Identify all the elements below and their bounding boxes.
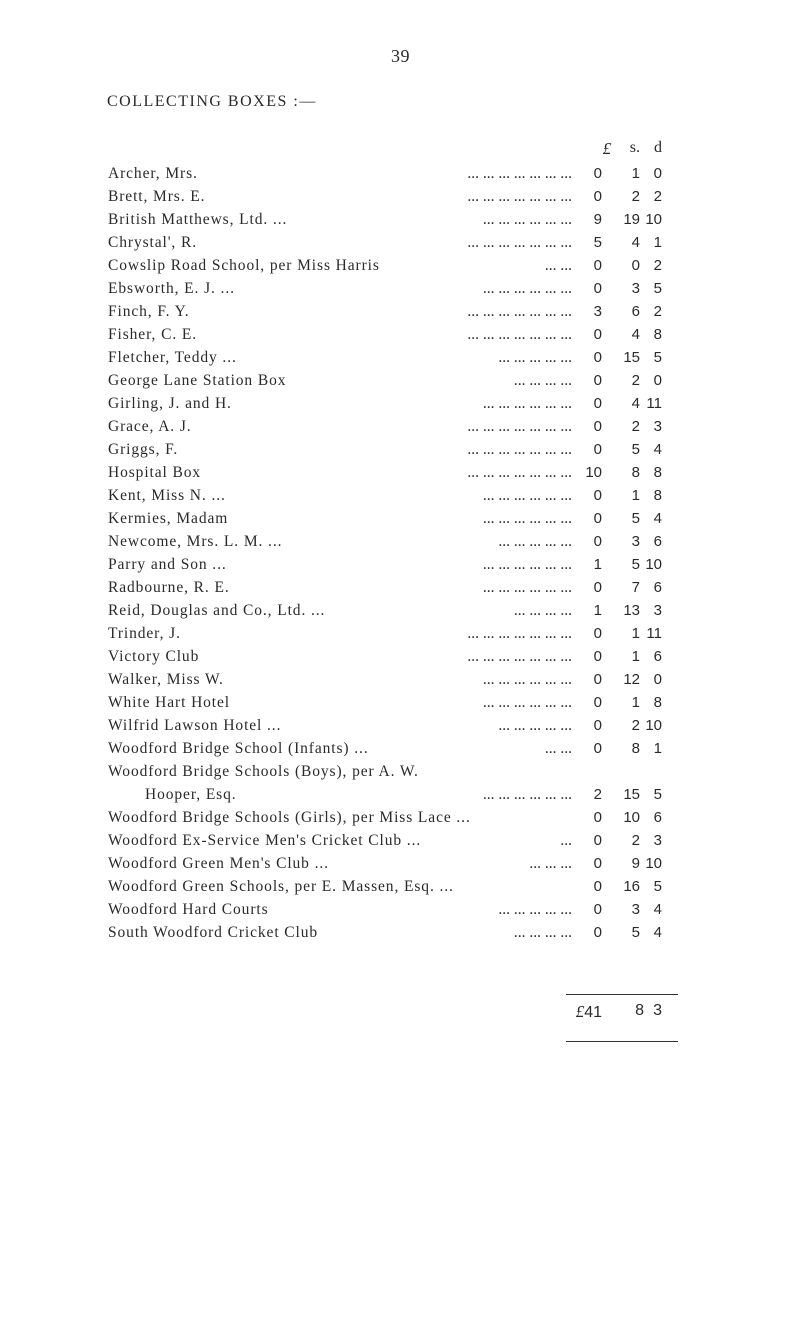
list-item	[0, 533, 801, 555]
total-pounds-value: 41	[584, 1004, 602, 1021]
entry-name: Ebsworth, E. J. ...	[108, 280, 235, 297]
entry-name: Girling, J. and H.	[108, 395, 232, 412]
list-item	[0, 602, 801, 624]
leader-dots: ... ... ... ... ...	[498, 717, 572, 734]
entry-pence: 3	[653, 832, 662, 849]
entry-pence: 8	[653, 694, 662, 711]
list-item	[0, 556, 801, 578]
entry-name: Fisher, C. E.	[108, 326, 198, 343]
list-item	[0, 188, 801, 210]
list-item	[0, 441, 801, 463]
entry-shillings: 2	[631, 418, 640, 435]
total-rule-top	[566, 994, 678, 995]
entry-name: Brett, Mrs. E.	[108, 188, 206, 205]
page-number: 39	[391, 46, 410, 66]
entry-pounds: 0	[593, 165, 602, 182]
list-item	[0, 740, 801, 762]
entry-name: Newcome, Mrs. L. M. ...	[108, 533, 283, 550]
entry-pence: 2	[653, 188, 662, 205]
total-rule-bottom	[566, 1041, 678, 1042]
entry-pounds: 0	[593, 510, 602, 527]
list-item	[0, 487, 801, 509]
entry-pence: 5	[653, 878, 662, 895]
entry-pence: 1	[653, 234, 662, 251]
entry-name: Chrystal', R.	[108, 234, 197, 251]
entry-pounds: 0	[593, 671, 602, 688]
entry-name: Woodford Hard Courts	[108, 901, 269, 918]
entry-pounds: 5	[593, 234, 602, 251]
entry-name: George Lane Station Box	[108, 372, 287, 389]
entry-name: Hospital Box	[108, 464, 202, 481]
entry-pence: 8	[653, 326, 662, 343]
leader-dots: ... ... ... ... ... ... ...	[467, 418, 572, 435]
entry-name: Griggs, F.	[108, 441, 179, 458]
total-pence: 3	[653, 1002, 662, 1019]
entry-pence: 0	[653, 671, 662, 688]
column-header-shillings: s.	[629, 139, 640, 156]
leader-dots: ... ... ...	[529, 855, 572, 872]
entry-pence: 4	[653, 441, 662, 458]
entry-name: Victory Club	[108, 648, 200, 665]
column-header-pence: d	[654, 139, 662, 156]
entry-pence: 6	[653, 579, 662, 596]
leader-dots: ... ... ... ...	[513, 924, 572, 941]
entry-pounds: 0	[593, 924, 602, 941]
entry-pence: 11	[646, 625, 662, 642]
leader-dots: ... ... ... ... ... ...	[482, 280, 572, 297]
entry-name: Hooper, Esq.	[145, 786, 237, 803]
entry-pence: 2	[653, 257, 662, 274]
leader-dots: ... ... ... ... ... ... ...	[467, 625, 572, 642]
entry-name: British Matthews, Ltd. ...	[108, 211, 288, 228]
entry-name: Radbourne, R. E.	[108, 579, 230, 596]
entry-shillings: 10	[623, 809, 640, 826]
entry-shillings: 16	[623, 878, 640, 895]
entry-pence: 6	[653, 809, 662, 826]
entry-pounds: 0	[593, 372, 602, 389]
entry-name: South Woodford Cricket Club	[108, 924, 319, 941]
leader-dots: ... ... ... ... ... ...	[482, 579, 572, 596]
leader-dots: ... ... ... ... ... ... ...	[467, 648, 572, 665]
list-item	[0, 855, 801, 877]
list-item	[0, 717, 801, 739]
entry-name: Walker, Miss W.	[108, 671, 224, 688]
entry-pence: 10	[645, 211, 662, 228]
entry-shillings: 5	[631, 924, 640, 941]
list-item	[0, 809, 801, 831]
list-item	[0, 878, 801, 900]
entry-name: Kermies, Madam	[108, 510, 229, 527]
entry-pence: 10	[645, 556, 662, 573]
entry-shillings: 13	[623, 602, 640, 619]
entry-shillings: 4	[631, 326, 640, 343]
entry-pounds: 10	[585, 464, 602, 481]
list-item	[0, 671, 801, 693]
entry-name: Cowslip Road School, per Miss Harris	[108, 257, 380, 274]
list-item	[0, 280, 801, 302]
entry-shillings: 1	[631, 694, 640, 711]
entry-name: White Hart Hotel	[108, 694, 230, 711]
list-item	[0, 786, 801, 808]
entry-pounds: 0	[593, 349, 602, 366]
list-item	[0, 211, 801, 233]
leader-dots: ... ... ... ... ... ... ...	[467, 464, 572, 481]
entry-pence: 5	[653, 280, 662, 297]
entry-shillings: 15	[623, 349, 640, 366]
entry-pounds: 0	[593, 418, 602, 435]
entry-pence: 10	[645, 717, 662, 734]
entry-pence: 5	[653, 786, 662, 803]
entry-pounds: 0	[593, 533, 602, 550]
entry-pounds: 0	[593, 855, 602, 872]
leader-dots: ... ... ... ... ... ...	[482, 211, 572, 228]
total-shillings: 8	[635, 1002, 644, 1019]
entry-shillings: 5	[631, 556, 640, 573]
list-item	[0, 418, 801, 440]
entry-pounds: 0	[593, 487, 602, 504]
list-item	[0, 924, 801, 946]
entry-name: Finch, F. Y.	[108, 303, 190, 320]
entry-pounds: 0	[593, 832, 602, 849]
entry-pence: 0	[653, 165, 662, 182]
entry-shillings: 5	[631, 441, 640, 458]
entry-pounds: 3	[593, 303, 602, 320]
list-item	[0, 303, 801, 325]
entry-name: Woodford Bridge School (Infants) ...	[108, 740, 369, 757]
list-item	[0, 832, 801, 854]
entry-shillings: 15	[623, 786, 640, 803]
entry-name: Woodford Ex-Service Men's Cricket Club ...	[108, 832, 422, 849]
entry-pounds: 0	[593, 188, 602, 205]
list-item	[0, 510, 801, 532]
entry-shillings: 8	[631, 464, 640, 481]
entry-pence: 8	[653, 464, 662, 481]
entry-shillings: 3	[631, 901, 640, 918]
entry-pounds: 0	[593, 740, 602, 757]
entry-shillings: 6	[631, 303, 640, 320]
entry-pounds: 0	[593, 395, 602, 412]
entry-name: Trinder, J.	[108, 625, 181, 642]
list-item	[0, 901, 801, 923]
entry-shillings: 4	[631, 234, 640, 251]
leader-dots: ... ... ... ... ... ...	[482, 510, 572, 527]
entry-pence: 8	[653, 487, 662, 504]
entry-shillings: 3	[631, 533, 640, 550]
entry-pounds: 0	[593, 579, 602, 596]
leader-dots: ... ... ... ... ...	[498, 533, 572, 550]
list-item	[0, 464, 801, 486]
leader-dots: ... ... ... ... ... ... ...	[467, 303, 572, 320]
entry-shillings: 0	[631, 257, 640, 274]
section-heading: COLLECTING BOXES :—	[107, 93, 317, 110]
leader-dots: ... ... ... ...	[513, 372, 572, 389]
leader-dots: ... ... ... ... ... ... ...	[467, 165, 572, 182]
entry-pence: 5	[653, 349, 662, 366]
entry-pounds: 1	[593, 602, 602, 619]
entry-pounds: 0	[593, 694, 602, 711]
entry-shillings: 2	[631, 717, 640, 734]
entry-pence: 4	[653, 924, 662, 941]
list-item	[0, 349, 801, 371]
leader-dots: ... ... ... ... ... ... ...	[467, 441, 572, 458]
list-item	[0, 165, 801, 187]
entry-name: Woodford Bridge Schools (Girls), per Miss Lace ...	[108, 809, 471, 826]
entry-shillings: 1	[631, 165, 640, 182]
entry-pounds: 0	[593, 809, 602, 826]
list-item	[0, 648, 801, 670]
entry-shillings: 1	[631, 487, 640, 504]
entry-name: Parry and Son ...	[108, 556, 227, 573]
entry-name: Kent, Miss N. ...	[108, 487, 226, 504]
entry-pence: 11	[646, 395, 662, 412]
entry-pence: 1	[653, 740, 662, 757]
entry-shillings: 7	[631, 579, 640, 596]
entry-pence: 3	[653, 418, 662, 435]
entry-shillings: 12	[623, 671, 640, 688]
entry-shillings: 5	[631, 510, 640, 527]
entry-pounds: 2	[593, 786, 602, 803]
entry-pounds: 1	[593, 556, 602, 573]
entry-pence: 4	[653, 901, 662, 918]
leader-dots: ...	[560, 832, 572, 849]
leader-dots: ... ... ... ... ... ...	[482, 487, 572, 504]
list-item	[0, 234, 801, 256]
list-item	[0, 372, 801, 394]
entry-pence: 0	[653, 372, 662, 389]
entry-name: Reid, Douglas and Co., Ltd. ...	[108, 602, 326, 619]
column-header-pounds: £	[602, 139, 612, 158]
entry-pence: 10	[645, 855, 662, 872]
leader-dots: ... ... ... ... ... ...	[482, 671, 572, 688]
list-item	[0, 326, 801, 348]
entry-shillings: 2	[631, 372, 640, 389]
entry-name: Archer, Mrs.	[108, 165, 198, 182]
entry-name: Fletcher, Teddy ...	[108, 349, 237, 366]
leader-dots: ... ... ... ... ... ... ...	[467, 234, 572, 251]
entry-pounds: 0	[593, 326, 602, 343]
entry-pounds: 0	[593, 648, 602, 665]
leader-dots: ... ...	[544, 740, 572, 757]
entry-name: Woodford Green Men's Club ...	[108, 855, 329, 872]
leader-dots: ... ... ... ...	[513, 602, 572, 619]
leader-dots: ... ... ... ... ... ...	[482, 395, 572, 412]
entry-name: Wilfrid Lawson Hotel ...	[108, 717, 282, 734]
list-item	[0, 395, 801, 417]
entry-pounds: 0	[593, 257, 602, 274]
leader-dots: ... ... ... ... ...	[498, 349, 572, 366]
leader-dots: ... ... ... ... ... ...	[482, 556, 572, 573]
leader-dots: ... ...	[544, 257, 572, 274]
entry-shillings: 1	[631, 648, 640, 665]
entry-pounds: 0	[593, 901, 602, 918]
entry-shillings: 9	[631, 855, 640, 872]
entry-pence: 6	[653, 648, 662, 665]
total-currency: £	[575, 1002, 585, 1021]
list-item	[0, 579, 801, 601]
list-item	[0, 257, 801, 279]
leader-dots: ... ... ... ... ... ...	[482, 786, 572, 803]
entry-pounds: 0	[593, 717, 602, 734]
entry-shillings: 3	[631, 280, 640, 297]
entry-name: Woodford Green Schools, per E. Massen, Esq. ...	[108, 878, 454, 895]
list-item	[0, 694, 801, 716]
list-item	[0, 763, 801, 785]
entry-pence: 3	[653, 602, 662, 619]
entry-shillings: 2	[631, 188, 640, 205]
entry-shillings: 19	[623, 211, 640, 228]
entry-pounds: 0	[593, 878, 602, 895]
entry-pounds: 0	[593, 441, 602, 458]
entry-name: Woodford Bridge Schools (Boys), per A. W.	[108, 763, 419, 780]
leader-dots: ... ... ... ... ... ...	[482, 694, 572, 711]
leader-dots: ... ... ... ... ... ... ...	[467, 188, 572, 205]
entry-pence: 2	[653, 303, 662, 320]
entry-pounds: 9	[593, 211, 602, 228]
entry-pounds: 0	[593, 625, 602, 642]
entry-pounds: 0	[593, 280, 602, 297]
entry-shillings: 1	[631, 625, 640, 642]
leader-dots: ... ... ... ... ...	[498, 901, 572, 918]
entry-shillings: 2	[631, 832, 640, 849]
leader-dots: ... ... ... ... ... ... ...	[467, 326, 572, 343]
entry-shillings: 8	[631, 740, 640, 757]
entry-pence: 6	[653, 533, 662, 550]
entry-pence: 4	[653, 510, 662, 527]
total-pounds	[560, 1002, 602, 1022]
entry-name: Grace, A. J.	[108, 418, 192, 435]
entry-shillings: 4	[631, 395, 640, 412]
list-item	[0, 625, 801, 647]
